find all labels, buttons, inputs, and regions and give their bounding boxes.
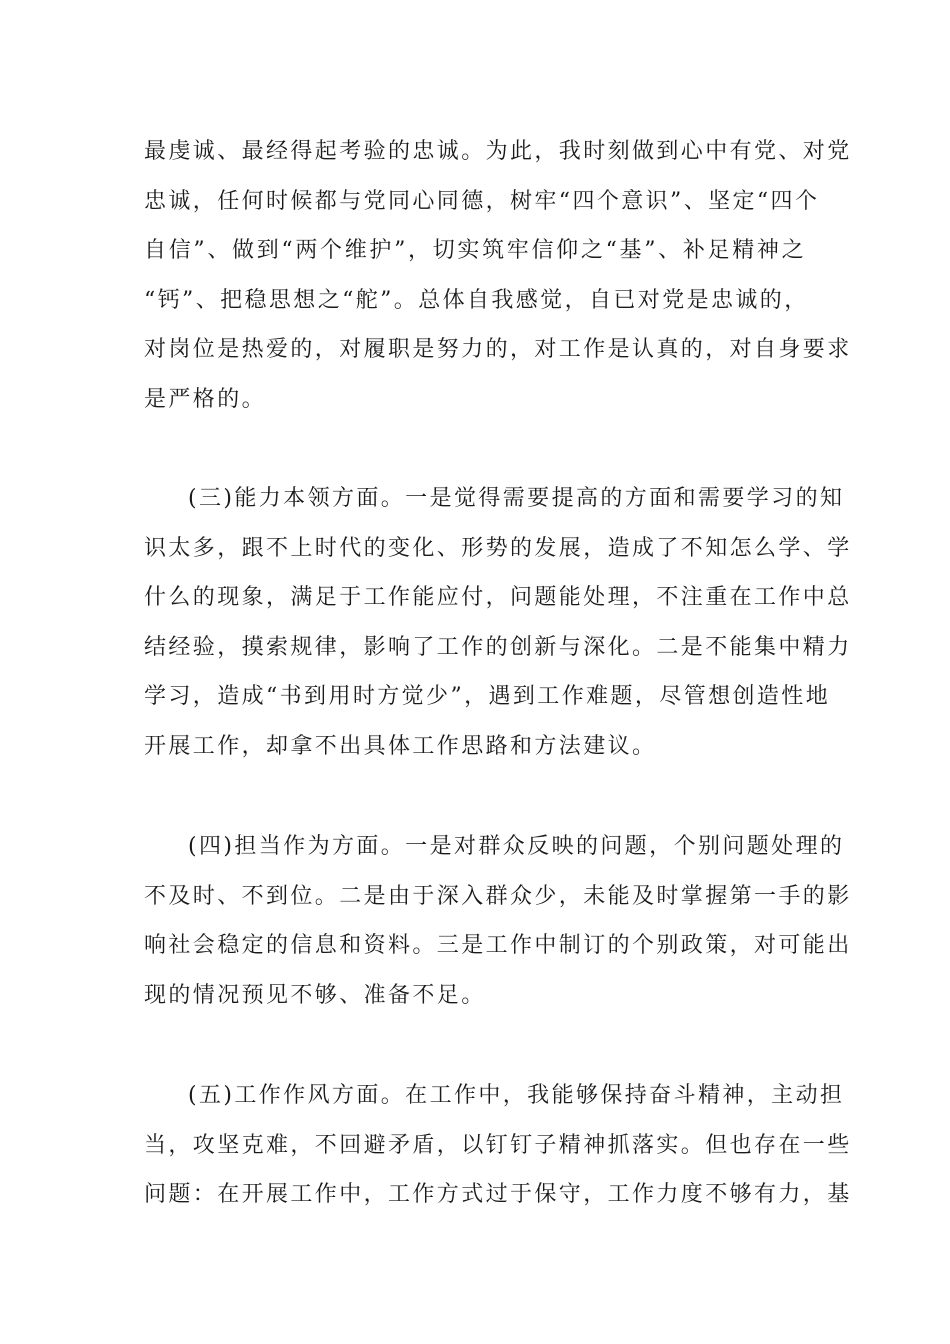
paragraph-line: 响社会稳定的信息和资料。三是工作中制订的个别政策，对可能出 [144, 933, 852, 958]
paragraph-heading-line: (三)能力本领方面。一是觉得需要提高的方面和需要学习的知 [188, 486, 845, 511]
paragraph-line: 忠诚，任何时候都与党同心同德，树牢“四个意识”、坚定“四个 [144, 188, 820, 214]
paragraph-line: 最虔诚、最经得起考验的忠诚。为此，我时刻做到心中有党、对党 [144, 139, 852, 164]
paragraph-line: 问题：在开展工作中，工作方式过于保守，工作力度不够有力，基 [144, 1182, 852, 1207]
paragraph-line: 学习，造成“书到用时方觉少”，遇到工作难题，尽管想创造性地 [144, 684, 831, 709]
paragraph-responsibility [144, 822, 852, 1020]
paragraph-heading-line: (四)担当作为方面。一是对群众反映的问题，个别问题处理的 [188, 834, 845, 859]
paragraph-line: 对岗位是热爱的，对履职是努力的，对工作是认真的，对自身要求 [144, 337, 852, 362]
paragraph-heading-line: (五)工作作风方面。在工作中，我能够保持奋斗精神，主动担 [188, 1083, 845, 1108]
paragraph-line: 什么的现象，满足于工作能应付，问题能处理，不注重在工作中总 [144, 585, 852, 610]
paragraph-line: 当，攻坚克难，不回避矛盾，以钉钉子精神抓落实。但也存在一些 [144, 1132, 852, 1158]
paragraph-line: 识太多，跟不上时代的变化、形势的发展，造成了不知怎么学、学 [144, 535, 852, 561]
paragraph-line: 不及时、不到位。二是由于深入群众少，未能及时掌握第一手的影 [144, 883, 852, 909]
paragraph-line: 开展工作，却拿不出具体工作思路和方法建议。 [144, 733, 657, 759]
paragraph-line: 自信”、做到“两个维护”，切实筑牢信仰之“基”、补足精神之 [144, 238, 806, 263]
paragraph-style [144, 1071, 852, 1220]
paragraph-line: 结经验，摸索规律，影响了工作的创新与深化。二是不能集中精力 [144, 634, 852, 660]
paragraph-line: “钙”、把稳思想之“舵”。总体自我感觉，自已对党是忠诚的， [144, 287, 809, 313]
paragraph-ability [144, 474, 852, 771]
paragraph-line: 现的情况预见不够、准备不足。 [144, 982, 486, 1008]
paragraph-line: 是严格的。 [144, 386, 267, 412]
paragraph-loyalty [144, 127, 852, 424]
